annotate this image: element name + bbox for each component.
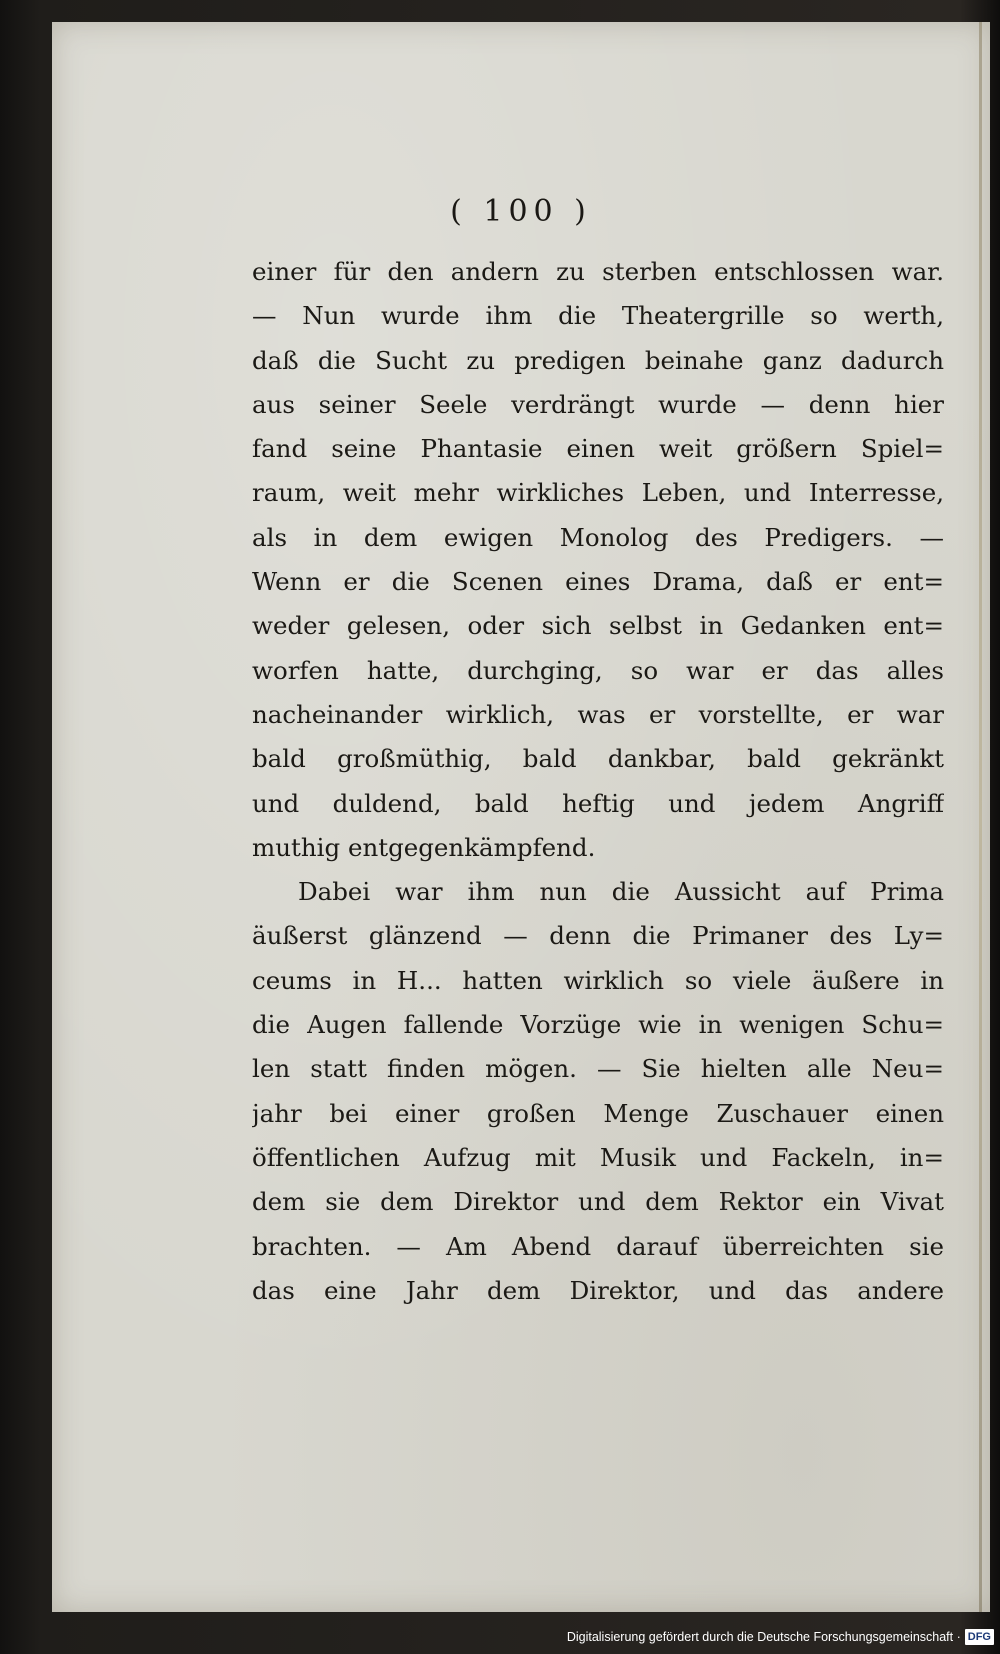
credit-text: Digitalisierung gefördert durch die Deutsche Forschungsgemeinschaft · [566, 1630, 961, 1644]
dfg-logo: DFG [965, 1629, 994, 1645]
text-line: — Nun wurde ihm die Theatergrille so werth, [252, 301, 944, 331]
text-line: äußerst glänzend — denn die Primaner des Ly= [252, 921, 944, 951]
text-line: und duldend, bald heftig und jedem Angriff [252, 788, 944, 818]
text-line: die Augen fallende Vorzüge wie in wenigen Schu= [252, 1010, 944, 1040]
text-line: len statt finden mögen. — Sie hielten alle Neu= [252, 1054, 944, 1084]
book-page [52, 22, 990, 1612]
paragraph-start-line: Dabei war ihm nun die Aussicht auf Prima [298, 877, 944, 907]
text-line: nacheinander wirklich, was er vorstellte, er war [252, 699, 944, 729]
text-line: raum, weit mehr wirkliches Leben, und Interresse, [252, 478, 944, 508]
paragraph-end-line: muthig entgegenkämpfend. [252, 832, 596, 862]
text-line: aus seiner Seele verdrängt wurde — denn hier [252, 389, 944, 419]
body-text [252, 250, 944, 1313]
text-line: fand seine Phantasie einen weit größern Spiel= [252, 434, 944, 464]
text-line: bald großmüthig, bald dankbar, bald gekränkt [252, 744, 944, 774]
text-line: weder gelesen, oder sich selbst in Gedanken ent= [252, 611, 944, 641]
text-line: einer für den andern zu sterben entschlossen war. [252, 257, 944, 286]
text-line: ceums in H... hatten wirklich so viele äußere in [252, 965, 944, 995]
text-line: jahr bei einer großen Menge Zuschauer einen [252, 1098, 944, 1128]
text-line: öffentlichen Aufzug mit Musik und Fackeln, in= [252, 1142, 944, 1172]
digitization-credit [567, 1624, 994, 1650]
text-line: das eine Jahr dem Direktor, und das andere [252, 1275, 944, 1305]
page-edge [979, 22, 982, 1612]
text-line: dem sie dem Direktor und dem Rektor ein Vivat [252, 1187, 944, 1217]
text-line: als in dem ewigen Monolog des Predigers. — [252, 522, 944, 552]
text-line: daß die Sucht zu predigen beinahe ganz dadurch [252, 345, 944, 375]
page-number: ( 100 ) [450, 194, 592, 229]
text-line: worfen hatte, durchging, so war er das alles [252, 655, 944, 685]
text-line: brachten. — Am Abend darauf überreichten sie [252, 1231, 944, 1261]
text-line: Wenn er die Scenen eines Drama, daß er ent= [252, 567, 944, 597]
